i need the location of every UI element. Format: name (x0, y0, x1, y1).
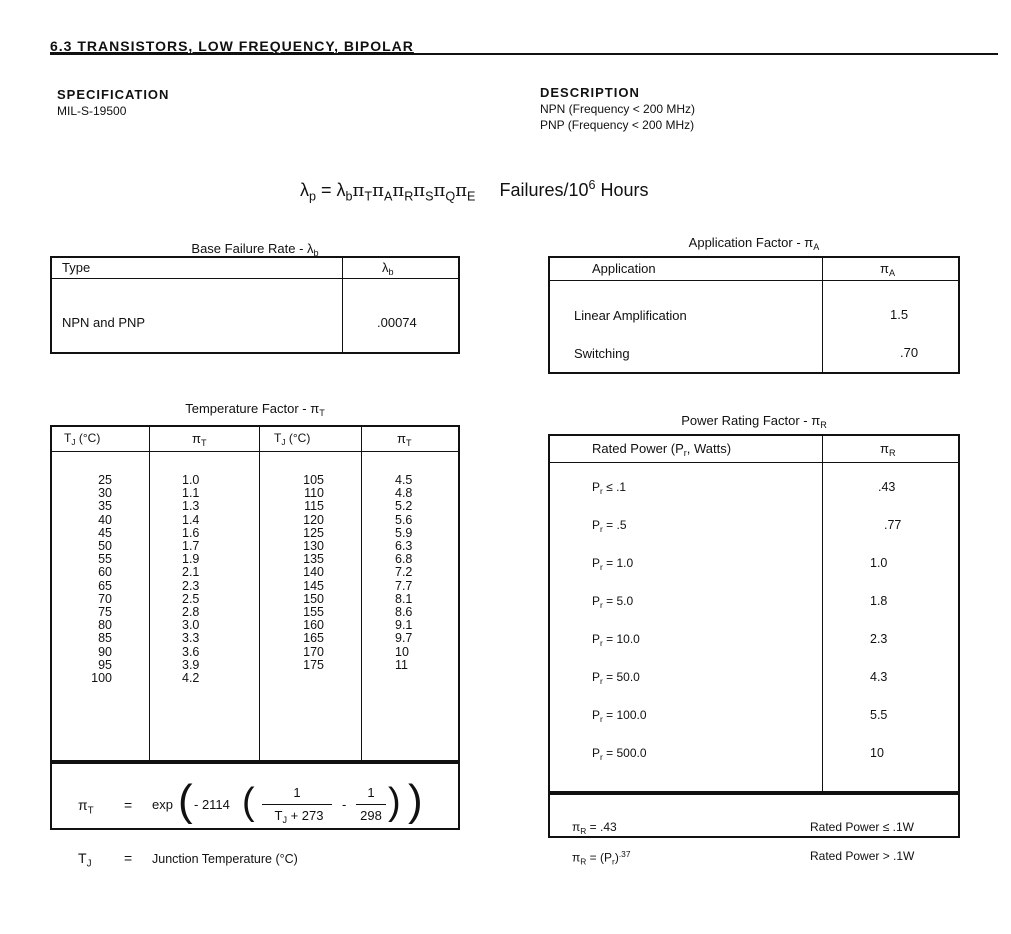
eq-units-exp: 6 (588, 178, 596, 192)
power-row-cond: = 5.0 (602, 594, 634, 608)
temp-left-tj-cell: 95 (98, 657, 112, 672)
temp-left-pi-cell: 2.1 (182, 565, 200, 580)
temp-right-tj-cell: 155 (303, 605, 324, 620)
power-row-p-sub: r (600, 675, 603, 686)
power-f1-sub: R (580, 825, 587, 836)
power-f2-rhs: = (P (586, 850, 613, 865)
temp-right-pi-cell: 7.7 (395, 578, 413, 593)
eq-pi-a-sub: A (383, 189, 393, 204)
power-formula-1 (572, 820, 617, 836)
temp-formula-minus: - (342, 797, 347, 812)
temp-formula-den-sub: J (282, 815, 287, 826)
temp-right-pi-cell: 5.2 (395, 499, 413, 514)
eq-pi-r: π (392, 179, 405, 201)
temp-left-pi-cell: 3.3 (182, 631, 200, 646)
temp-tj-def-sub: J (86, 858, 92, 870)
temp-right-pi-cell: 9.7 (395, 631, 413, 646)
temp-formula-num: 1 (293, 785, 301, 800)
power-formula-2-cond: Rated Power > .1W (810, 849, 915, 863)
power-title-sub: R (820, 420, 827, 431)
power-row-cond: = 100.0 (602, 708, 647, 722)
temp-formula-den2: 298 (360, 808, 382, 823)
base-failure-title-sub: b (313, 248, 319, 259)
temp-formula-pi: π (78, 797, 88, 813)
base-col-lambda (382, 260, 394, 277)
app-row-linear-name: Linear Amplification (574, 308, 687, 323)
power-row-value: 1.0 (870, 556, 888, 570)
eq-pi-q-sub: Q (445, 189, 456, 204)
description-label: DESCRIPTION (540, 85, 640, 100)
temp-formula-den-t: T (274, 808, 283, 823)
temp-left-pi-cell: 1.4 (182, 512, 200, 527)
base-col-lambda-sub: b (388, 267, 394, 278)
power-row-p-sub: r (600, 713, 603, 724)
description-line-npn: NPN (Frequency < 200 MHz) (540, 102, 696, 116)
temp-left-pi-cell: 2.5 (182, 591, 200, 606)
temp-left-pi-cell: 4.2 (182, 671, 200, 686)
power-row-label (592, 670, 640, 686)
temp-right-tj-cell: 175 (303, 657, 324, 672)
eq-pi-t-sub: T (364, 189, 373, 204)
eq-units: Failures/10 (499, 179, 589, 200)
temp-right-pi-cell: 5.6 (395, 512, 413, 527)
temp-left-pi-cell: 3.9 (182, 657, 200, 672)
temp-right-pi-cell: 7.2 (395, 565, 413, 580)
power-row-p: P (592, 708, 601, 722)
temp-col-pi-left (192, 431, 207, 448)
power-title-text: Power Rating Factor - π (681, 413, 821, 428)
temp-tj-def-equals: = (124, 850, 133, 866)
temp-col-tj-left (64, 431, 100, 447)
temp-right-pi-cell: 10 (395, 644, 409, 659)
temp-tj-def-text: Junction Temperature (°C) (152, 852, 298, 866)
power-row-value: .77 (884, 518, 902, 532)
temp-right-tj-cell: 130 (303, 539, 324, 554)
temp-right-pi-cell: 8.1 (395, 591, 413, 606)
temp-right-tj-column (294, 474, 324, 672)
temp-right-pi-cell: 4.8 (395, 486, 413, 501)
temp-left-pi-cell: 1.9 (182, 552, 200, 567)
temp-left-tj-cell: 55 (98, 552, 112, 567)
power-row-value: 2.3 (870, 632, 888, 646)
power-row-label (592, 746, 647, 762)
temp-right-pi-cell: 5.9 (395, 525, 413, 540)
temp-left-pi-cell: 3.6 (182, 644, 200, 659)
power-row-label (592, 480, 626, 496)
eq-pi-t: π (352, 179, 365, 201)
temp-left-pi-column (182, 474, 214, 685)
temp-left-tj-column (70, 474, 112, 685)
application-factor-title (548, 235, 960, 252)
power-col-rated-sub: r (683, 448, 687, 459)
eq-pi-e: π (455, 179, 468, 201)
base-col-type: Type (62, 260, 91, 275)
header-rule (50, 53, 998, 55)
temp-formula-equals: = (124, 797, 133, 813)
temp-right-tj-cell: 115 (304, 499, 324, 514)
temp-left-tj-cell: 65 (98, 578, 112, 593)
power-row-label (592, 708, 647, 724)
temp-col-pi-right-text: π (397, 431, 406, 446)
temp-formula-paren-open: ( (178, 776, 193, 825)
temp-left-pi-cell: 2.8 (182, 605, 200, 620)
power-row-p: P (592, 518, 601, 532)
power-row-label (592, 556, 633, 572)
temp-formula-lhs (78, 797, 94, 816)
temp-right-pi-cell: 9.1 (395, 618, 413, 633)
temp-left-tj-cell: 25 (98, 473, 112, 487)
power-row-p-sub: r (600, 485, 603, 496)
power-rating-factor-title (548, 413, 960, 430)
eq-lambda-b-sub: b (345, 189, 353, 204)
app-row-linear-value: 1.5 (890, 307, 909, 322)
temp-col-pi-left-text: π (192, 431, 201, 446)
app-col-pi (880, 261, 895, 278)
eq-pi-s: π (413, 179, 426, 201)
temp-col-tj-left-unit: (°C) (75, 431, 101, 445)
power-row-value: 4.3 (870, 670, 888, 684)
temp-col-tj-right-sub: J (281, 436, 286, 447)
temp-left-pi-cell: 1.6 (182, 525, 200, 540)
section-title: 6.3 TRANSISTORS, LOW FREQUENCY, BIPOLAR (50, 38, 414, 54)
power-row-value: 5.5 (870, 708, 888, 722)
temp-left-tj-cell: 45 (98, 525, 112, 540)
temp-formula-exp: exp (152, 797, 173, 812)
eq-pi-q: π (433, 179, 446, 201)
eq-pi-r-sub: R (404, 189, 414, 204)
temp-right-pi-cell: 6.3 (395, 539, 413, 554)
power-row-p: P (592, 632, 601, 646)
specification-value: MIL-S-19500 (57, 104, 127, 118)
temp-left-pi-cell: 1.3 (182, 499, 200, 514)
temp-right-pi-cell: 11 (395, 657, 408, 672)
temperature-factor-title (50, 401, 460, 418)
power-row-p: P (592, 746, 601, 760)
power-f2-rhs-close: ) (614, 850, 619, 865)
application-title-sub: A (813, 242, 820, 253)
app-row-switching-name: Switching (574, 346, 630, 361)
temp-right-tj-cell: 145 (303, 578, 324, 593)
temp-right-tj-cell: 160 (303, 618, 324, 633)
temp-left-tj-cell: 70 (98, 591, 112, 606)
temp-col-tj-right-text: T (274, 431, 282, 445)
base-row-value: .00074 (377, 315, 417, 330)
temp-formula-coef: - 2114 (194, 797, 230, 812)
temp-left-tj-cell: 90 (98, 644, 112, 659)
specification-label: SPECIFICATION (57, 87, 170, 102)
temp-left-tj-cell: 60 (98, 565, 112, 580)
power-row-cond: = 10.0 (602, 632, 640, 646)
app-row-switching-value: .70 (900, 345, 919, 360)
temp-tj-def-t: T (78, 850, 87, 866)
temp-col-pi-right (397, 431, 412, 448)
power-rating-factor-table (548, 434, 960, 867)
application-factor-table (548, 256, 960, 374)
temp-col-tj-right (274, 431, 310, 447)
application-title-text: Application Factor - π (688, 235, 814, 250)
temp-formula-paren-close: ) (408, 776, 423, 825)
temp-right-pi-column (395, 474, 429, 672)
temp-right-tj-cell: 165 (303, 631, 324, 646)
power-row-value: 1.8 (870, 594, 888, 608)
power-row-p: P (592, 594, 601, 608)
power-formula-2 (572, 849, 630, 867)
temp-right-tj-cell: 150 (303, 591, 324, 606)
power-row-p-sub: r (600, 561, 603, 572)
temp-right-tj-cell: 125 (303, 525, 324, 540)
power-formula-1-cond: Rated Power ≤ .1W (810, 820, 914, 834)
app-col-pi-sub: A (888, 268, 896, 279)
temp-right-tj-cell: 110 (304, 486, 324, 501)
temp-left-tj-cell: 40 (98, 512, 112, 527)
temp-left-tj-cell: 30 (98, 486, 112, 501)
eq-lambda-p-sub: p (309, 189, 317, 204)
eq-pi-s-sub: S (425, 189, 434, 204)
power-f1-rhs: = .43 (586, 820, 617, 834)
power-row-label (592, 518, 627, 534)
eq-lambda-p: λ (300, 179, 309, 200)
temp-right-pi-cell: 8.6 (395, 605, 413, 620)
temp-col-tj-left-text: T (64, 431, 72, 445)
temp-right-pi-cell: 4.5 (395, 473, 413, 487)
temperature-title-sub: T (319, 408, 325, 419)
power-col-rated-pre: Rated Power (P (592, 441, 684, 456)
power-row-cond: = 500.0 (602, 746, 647, 760)
power-row-p: P (592, 480, 601, 494)
base-failure-title-text: Base Failure Rate - λ (191, 241, 314, 256)
power-f2-sub: R (580, 856, 587, 867)
temperature-factor-table (50, 425, 460, 870)
eq-units-suffix: Hours (595, 179, 649, 200)
power-row-cond: = .5 (602, 518, 627, 532)
eq-pi-a: π (372, 179, 384, 201)
eq-lambda-b: λ (336, 179, 346, 200)
temp-left-tj-cell: 35 (98, 499, 112, 514)
power-row-cond: ≤ .1 (602, 480, 627, 494)
power-f2-pi: π (572, 850, 581, 865)
power-col-pi-sub: R (888, 448, 896, 459)
power-row-p-sub: r (600, 599, 603, 610)
base-row-type: NPN and PNP (62, 315, 146, 330)
power-row-cond: = 1.0 (602, 556, 634, 570)
temp-tj-def-lhs (78, 850, 91, 869)
temp-left-tj-cell: 100 (91, 671, 112, 686)
power-f2-rhs-sub: r (612, 856, 615, 867)
temp-formula-paren-inner-close: ) (388, 781, 401, 823)
power-row-p: P (592, 556, 601, 570)
temp-left-pi-cell: 1.7 (182, 539, 200, 554)
base-col-lambda-text: λ (382, 260, 389, 275)
temp-right-tj-cell: 135 (303, 552, 324, 567)
eq-pi-e-sub: E (467, 189, 476, 204)
temp-right-tj-cell: 170 (303, 644, 324, 659)
temp-left-tj-cell: 80 (98, 618, 112, 633)
description-line-pnp: PNP (Frequency < 200 MHz) (540, 118, 695, 132)
temp-col-pi-left-sub: T (200, 438, 207, 449)
temp-col-tj-left-sub: J (71, 436, 76, 447)
temp-left-pi-cell: 2.3 (182, 578, 200, 593)
temp-formula-den-rest: + 273 (286, 808, 324, 823)
temp-right-tj-cell: 140 (303, 565, 324, 580)
temp-formula-paren-inner-open: ( (242, 781, 255, 823)
power-row-label (592, 632, 640, 648)
power-col-pi-text: π (880, 441, 889, 456)
power-row-p-sub: r (600, 523, 603, 534)
temp-right-pi-cell: 6.8 (395, 552, 413, 567)
temp-right-tj-cell: 105 (303, 473, 324, 487)
failure-rate-equation (300, 178, 649, 203)
power-f2-exp: .37 (618, 849, 631, 859)
power-row-p-sub: r (600, 751, 603, 762)
power-col-rated (592, 441, 731, 458)
app-col-application: Application (592, 261, 656, 276)
temp-col-pi-right-sub: T (405, 438, 412, 449)
app-col-pi-text: π (880, 261, 889, 276)
power-col-rated-post: , Watts) (686, 441, 732, 456)
temp-left-tj-cell: 85 (98, 631, 112, 646)
temp-right-tj-cell: 120 (303, 512, 324, 527)
temp-formula-den (264, 808, 334, 825)
base-failure-rate-table (50, 256, 460, 354)
power-row-label (592, 594, 633, 610)
power-row-cond: = 50.0 (602, 670, 640, 684)
temperature-title-text: Temperature Factor - π (185, 401, 320, 416)
temp-formula-num2: 1 (367, 785, 375, 800)
power-row-p-sub: r (600, 637, 603, 648)
temp-formula-pi-sub: T (87, 805, 94, 817)
temp-left-tj-cell: 50 (98, 539, 112, 554)
temp-left-pi-cell: 3.0 (182, 618, 200, 633)
power-col-pi (880, 441, 896, 458)
power-f1-pi: π (572, 820, 581, 834)
temp-left-tj-cell: 75 (98, 605, 112, 620)
temp-left-pi-cell: 1.0 (182, 473, 200, 487)
eq-equals: = (316, 179, 337, 200)
power-row-value: .43 (878, 480, 896, 494)
power-row-p: P (592, 670, 601, 684)
temp-left-pi-cell: 1.1 (182, 486, 200, 501)
temp-col-tj-right-unit: (°C) (285, 431, 311, 445)
power-row-value: 10 (870, 746, 884, 760)
